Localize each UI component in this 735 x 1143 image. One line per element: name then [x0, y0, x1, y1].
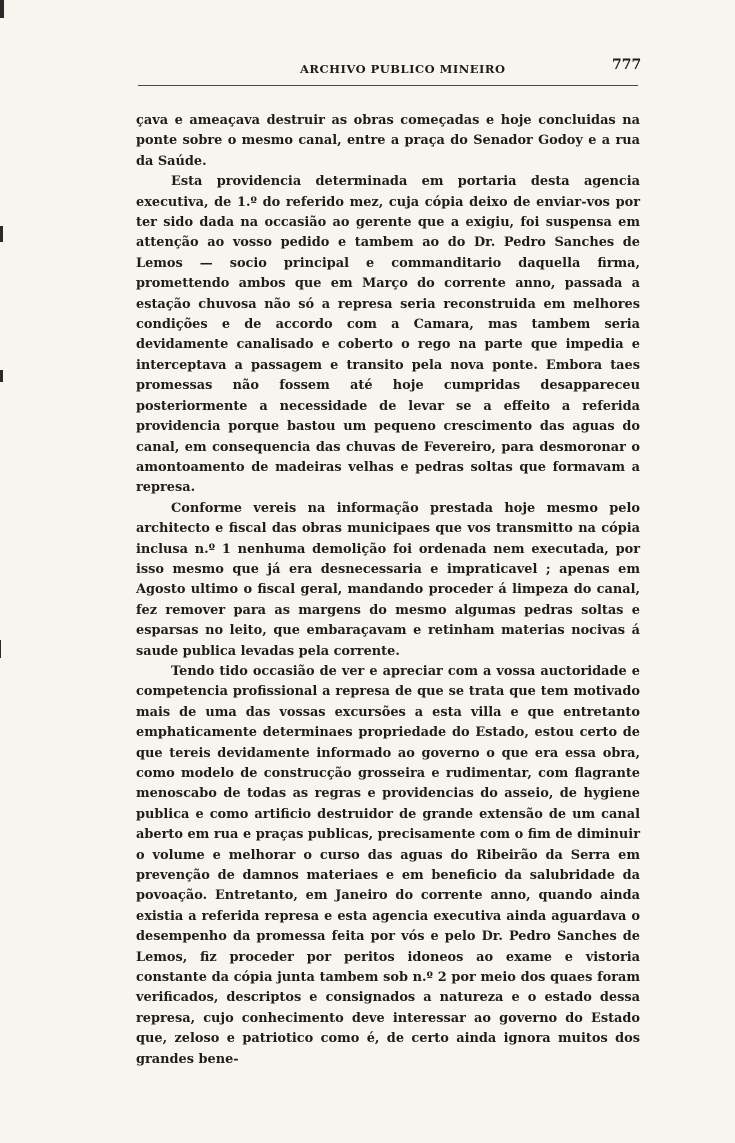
- document-body: [136, 111, 640, 1070]
- header-rule: [138, 85, 638, 86]
- scan-edge-mark: [0, 640, 1, 658]
- scan-edge-mark: [0, 226, 3, 242]
- paragraph: Tendo tido occasião de ver e apreciar com a vossa auctoridade e competencia profissional a represa de que se trata que tem motivado mais de uma das vossas excursões a esta villa e que entretanto emphaticamente determinaes propriedade do Estado, estou certo de que tereis devidamente informado ao governo o que era essa obra, como modelo de construcção grosseira e rudimentar, com flagrante menoscabo de todas as regras e providencias do asseio, de hygiene publica e como artificio destruidor de grande extensão de um canal aberto em rua e praças publicas, precisamente com o fim de diminuir o volume e melhorar o curso das aguas do Ribeirão da Serra em prevenção de damnos materiaes e em beneficio da salubridade da povoação. Entretanto, em Janeiro do corrente anno, quando ainda existia a referida represa e esta agencia executiva ainda aguardava o desempenho da promessa feita por vós e pelo Dr. Pedro Sanches de Lemos, fiz proceder por peritos idoneos ao exame e vistoria constante da cópia junta tambem sob n.º 2 por meio dos quaes foram verificados, descriptos e consignados a natureza e o estado dessa represa, cujo conhecimento deve interessar ao governo do Estado que, zeloso e patriotico como é, de certo ainda ignora muitos dos grandes bene-: [136, 663, 640, 1067]
- paragraph: çava e ameaçava destruir as obras começadas e hoje concluidas na ponte sobre o mesmo canal, entre a praça do Senador Godoy e a rua da Saúde.: [136, 113, 640, 169]
- scan-edge-mark: [0, 370, 3, 382]
- running-header: ARCHIVO PUBLICO MINEIRO: [300, 62, 506, 76]
- paragraph: Conforme vereis na informação prestada hoje mesmo pelo architecto e fiscal das obras municipaes que vos transmitto na cópia inclusa n.º 1 nenhuma demolição foi ordenada nem executada, por isso mesmo que já era desnecessaria e impraticavel ; apenas em Agosto ultimo o fiscal geral, mandando proceder á limpeza do canal, fez remover para as margens do mesmo algumas pedras soltas e esparsas no leito, que embaraçavam e retinham materias nocivas á saude publica levadas pela corrente.: [136, 500, 640, 659]
- page-number: 777: [612, 57, 642, 73]
- scan-edge-mark: [0, 0, 4, 18]
- paragraph: Esta providencia determinada em portaria desta agencia executiva, de 1.º do referido mez, cuja cópia deixo de enviar-vos por ter sido dada na occasião ao gerente que a exigiu, foi suspensa em attenção ao vosso pedido e tambem ao do Dr. Pedro Sanches de Lemos — socio principal e commanditario daquella firma, promettendo ambos que em Março do corrente anno, passada a estação chuvosa não só a represa seria reconstruida em melhores condições e de accordo com a Camara, mas tambem seria devidamente canalisado e coberto o rego na parte que impedia e interceptava a passagem e transito pela nova ponte. Embora taes promessas não fossem até hoje cumpridas desappareceu posteriormente a necessidade de levar se a effeito a referida providencia porque bastou um pequeno crescimento das aguas do canal, em consequencia das chuvas de Fevereiro, para desmoronar o amontoamento de madeiras velhas e pedras soltas que formavam a represa.: [136, 174, 640, 496]
